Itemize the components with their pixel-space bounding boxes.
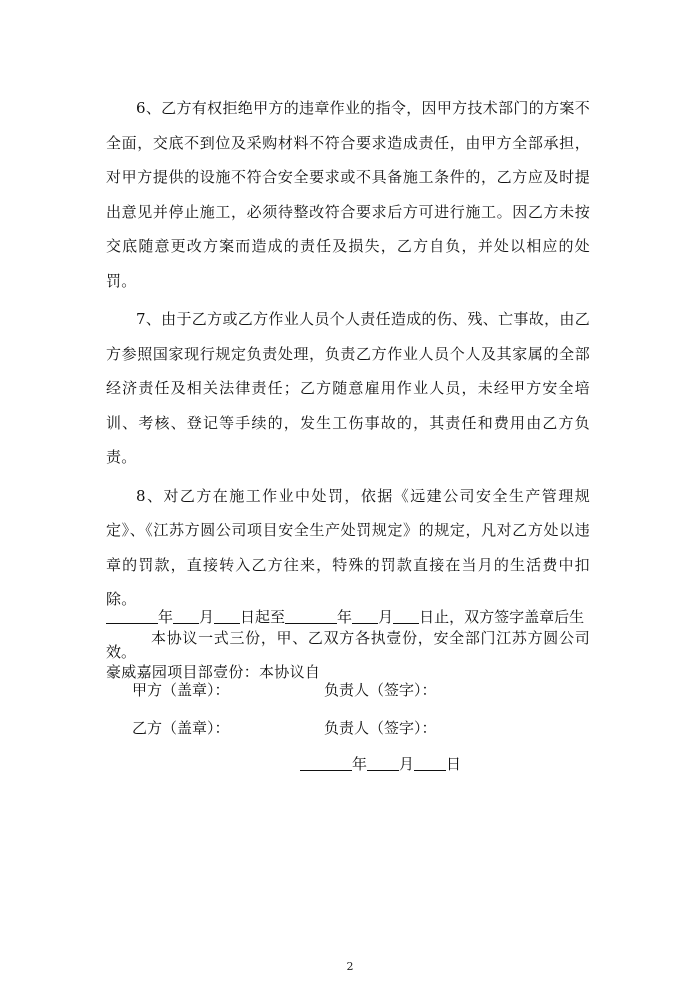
signing-day-blank bbox=[414, 752, 446, 771]
clause-8: 8、对乙方在施工作业中处罚，依据《远建公司安全生产管理规定》、《江苏方圆公司项目安全生产处罚规定》的规定，凡对乙方处以违章的罚款，直接转入乙方往来，特殊的罚款直接在当月的生活费中扣除。 bbox=[106, 486, 590, 608]
party-a-responsible-label: 负责人（签字）： bbox=[324, 681, 437, 699]
party-a-signature-row bbox=[132, 680, 472, 700]
start-year-label: 年 bbox=[158, 608, 174, 626]
start-month-label: 月 bbox=[199, 608, 215, 626]
start-month-blank bbox=[173, 605, 199, 624]
party-b-seal-label: 乙方（盖章）： bbox=[132, 719, 230, 737]
end-day-label: 日止，双方签字盖章后生效。 bbox=[106, 608, 585, 661]
signing-month-blank bbox=[367, 752, 399, 771]
party-b-signature-row bbox=[132, 718, 472, 738]
party-b-responsible-label: 负责人（签字）： bbox=[324, 719, 437, 737]
page-number: 2 bbox=[346, 960, 354, 973]
end-month-blank bbox=[352, 605, 378, 624]
validity-period bbox=[106, 600, 596, 669]
closing-clause: 本协议一式三份，甲、乙双方各执壹份，安全部门江苏方圆公司豪威嘉园项目部壹份：本协议自 bbox=[106, 628, 590, 681]
clause-6: 6、乙方有权拒绝甲方的违章作业的指令，因甲方技术部门的方案不全面，交底不到位及采购材料不符合要求造成责任，由甲方全部承担，对甲方提供的设施不符合安全要求或不具备施工条件的，乙方应及时提出意见并停止施工，必须待整改符合要求后方可进行施工。因乙方未按交底随意更改方案而造成的责任及损失，乙方自负，并处以相应的处罚。 bbox=[106, 99, 590, 290]
end-year-blank bbox=[285, 605, 337, 624]
signing-date bbox=[300, 752, 461, 774]
start-day-blank bbox=[214, 605, 240, 624]
clause-7: 7、由于乙方或乙方作业人员个人责任造成的伤、残、亡事故，由乙方参照国家现行规定负责处理，负责乙方作业人员个人及其家属的全部经济责任及相关法律责任；乙方随意雇用作业人员，未经甲方安全培训、考核、登记等手续的，发生工伤事故的，其责任和费用由乙方负责。 bbox=[106, 310, 590, 466]
signing-year-blank bbox=[300, 752, 352, 771]
signing-year-label: 年 bbox=[352, 755, 368, 773]
signing-day-label: 日 bbox=[446, 755, 462, 773]
signing-month-label: 月 bbox=[399, 755, 415, 773]
end-month-label: 月 bbox=[378, 608, 394, 626]
start-day-label: 日起至 bbox=[240, 608, 286, 626]
party-a-seal-label: 甲方（盖章）： bbox=[132, 681, 230, 699]
end-day-blank bbox=[393, 605, 419, 624]
end-year-label: 年 bbox=[337, 608, 353, 626]
start-year-blank bbox=[106, 605, 158, 624]
